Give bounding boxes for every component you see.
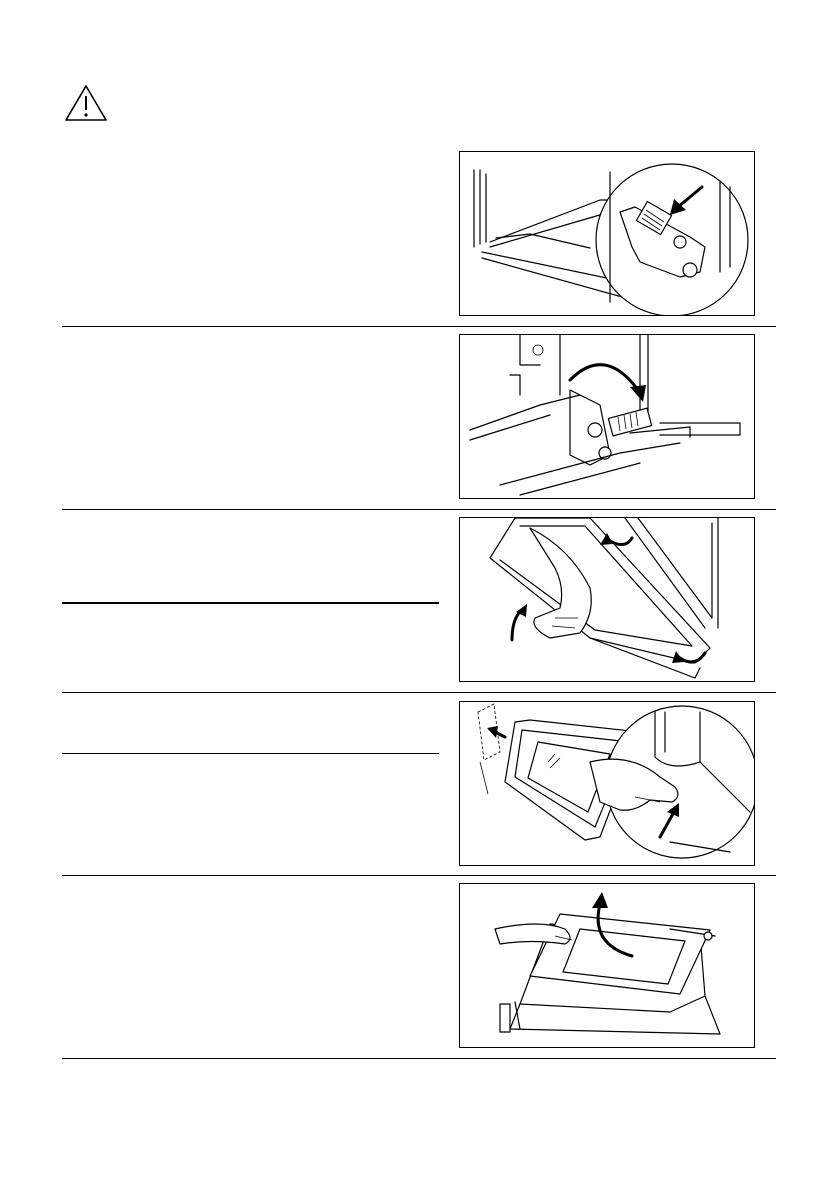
section-divider [62, 875, 776, 876]
section-divider [62, 1058, 776, 1059]
warning-triangle-icon [64, 84, 108, 122]
door-lift-close-figure [459, 517, 755, 682]
glass-panel-removal-figure [459, 883, 755, 1048]
hinge-rotate-lever-figure [459, 334, 755, 499]
hinge-lock-lever-figure [459, 151, 755, 316]
section-divider [62, 509, 776, 510]
door-trim-removal-figure [459, 701, 755, 866]
section-divider [62, 326, 776, 327]
section-divider [62, 692, 776, 693]
text-subsection-divider [62, 602, 439, 604]
text-subsection-divider [62, 753, 439, 754]
